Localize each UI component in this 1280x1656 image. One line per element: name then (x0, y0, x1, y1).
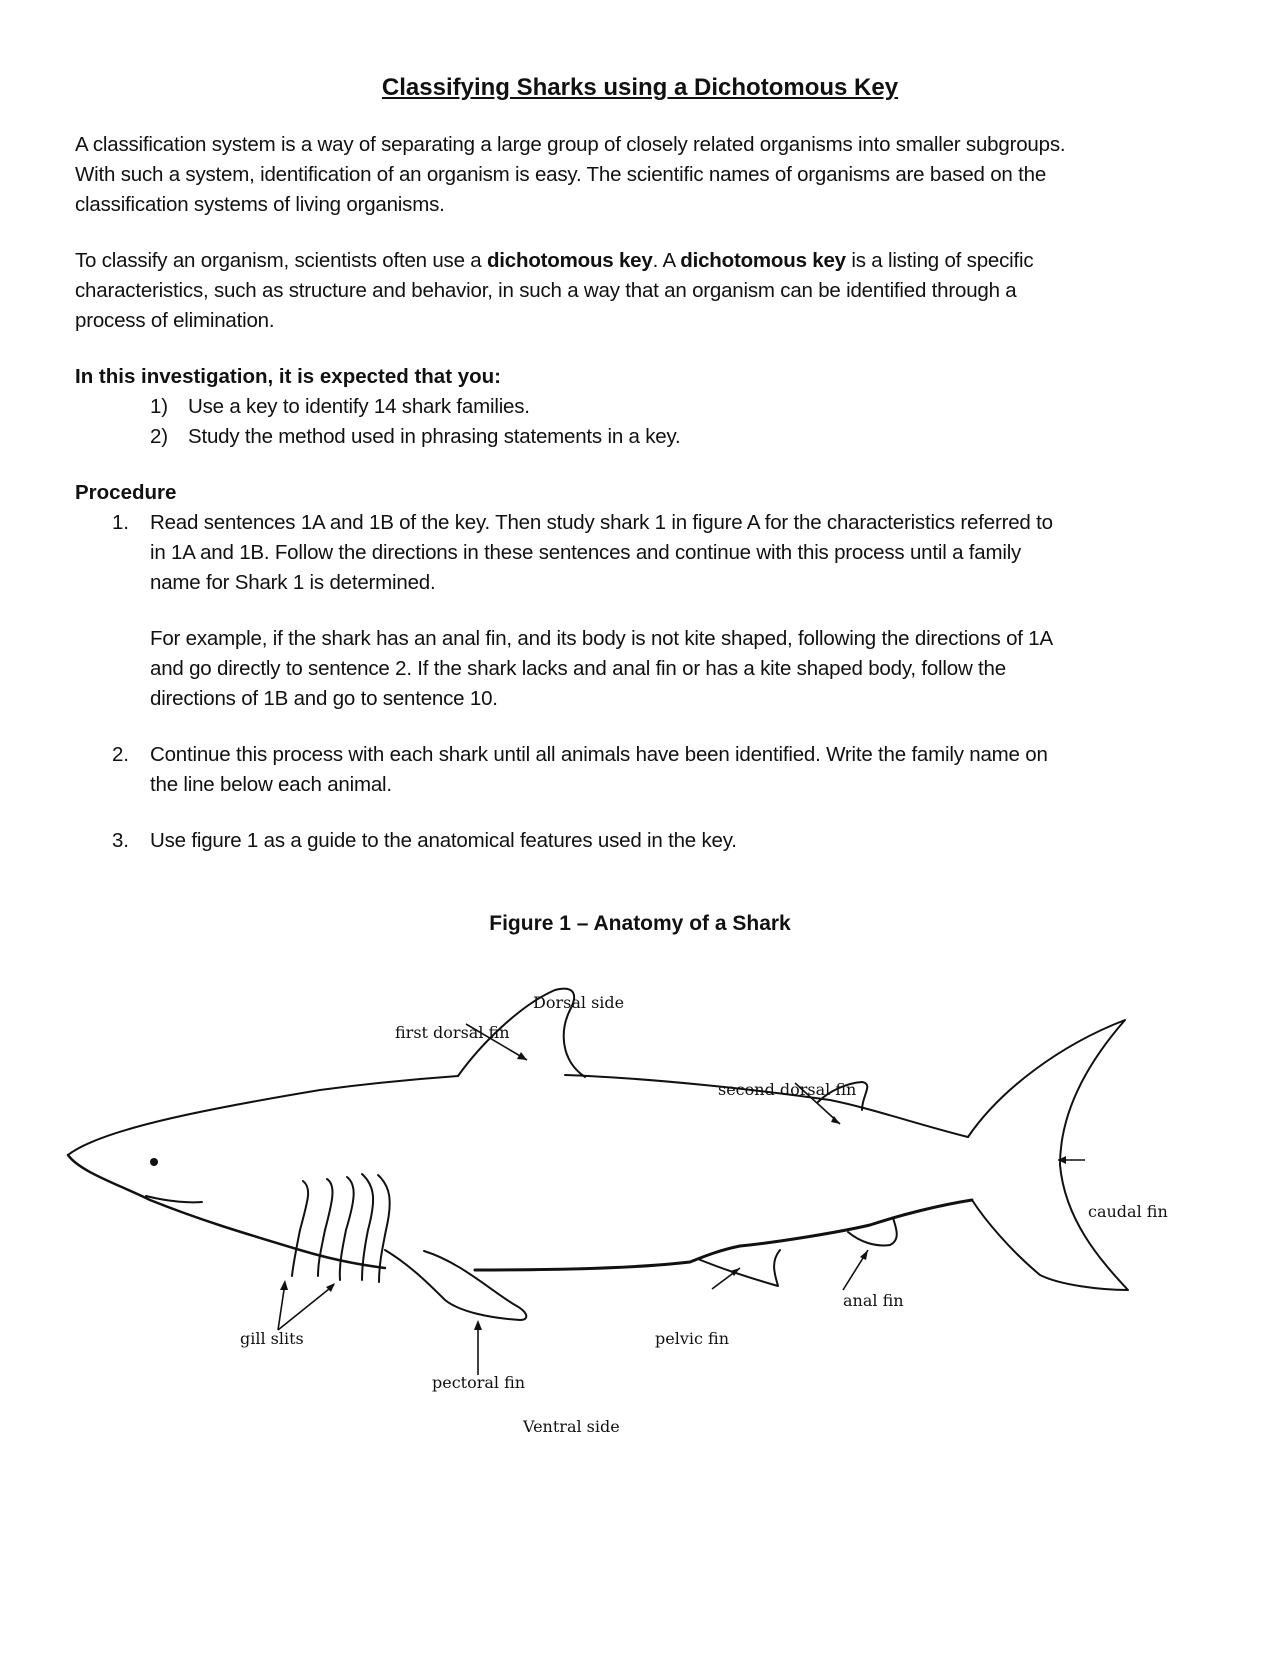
gill-leader-a (278, 1283, 285, 1330)
example-text: directions of 1B and go to sentence 10. (150, 687, 498, 710)
page-title: Classifying Sharks using a Dichotomous Key (381, 74, 899, 101)
step-number: 2. (112, 743, 129, 766)
pectoral-fin (385, 1250, 526, 1320)
shark-ventral-outline-rear (740, 1200, 972, 1246)
term-dichotomous-key: dichotomous key (680, 249, 846, 272)
anal-fin (848, 1218, 897, 1245)
label-gill-slits: gill slits (240, 1329, 304, 1348)
gill-slit (378, 1175, 390, 1282)
objective-number: 2) (150, 425, 168, 448)
step-text: the line below each animal. (150, 773, 392, 796)
step-number: 1. (112, 511, 129, 534)
gill-slit (340, 1177, 354, 1280)
definition-line: process of elimination. (75, 309, 275, 332)
procedure-heading: Procedure (75, 481, 177, 504)
definition-text: . A (652, 249, 681, 272)
definition-text: is a listing of specific (845, 249, 1034, 272)
shark-ventral-outline-front (68, 1155, 385, 1268)
label-ventral-side: Ventral side (523, 1417, 620, 1436)
eye-icon (150, 1158, 158, 1166)
intro-line: classification systems of living organisms. (75, 193, 445, 216)
step-text: Continue this process with each shark until all animals have been identified. Write the family name on (150, 743, 1048, 766)
step-text: Use figure 1 as a guide to the anatomical features used in the key. (150, 829, 737, 852)
label-pelvic-fin: pelvic fin (655, 1329, 730, 1348)
label-first-dorsal-fin: first dorsal fin (395, 1023, 510, 1042)
example-text: For example, if the shark has an anal fin, and its body is not kite shaped, following the directions of 1A (150, 627, 1053, 650)
caudal-fin-lower (972, 1165, 1128, 1290)
shark-dorsal-outline (68, 1076, 458, 1155)
arrowhead-icon (517, 1052, 527, 1060)
step-text: name for Shark 1 is determined. (150, 571, 436, 594)
label-pectoral-fin: pectoral fin (432, 1373, 526, 1392)
intro-line: A classification system is a way of separating a large group of closely related organisms into smaller subgroups. (75, 133, 1066, 156)
arrowhead-icon (280, 1280, 288, 1290)
label-caudal-fin: caudal fin (1088, 1202, 1168, 1221)
step-text: in 1A and 1B. Follow the directions in these sentences and continue with this process until a family (150, 541, 1022, 564)
step-number: 3. (112, 829, 129, 852)
definition-text: To classify an organism, scientists often use a (75, 249, 487, 272)
label-second-dorsal-fin: second dorsal fin (718, 1080, 857, 1099)
objective-text: Study the method used in phrasing statements in a key. (188, 425, 681, 448)
step-text: Read sentences 1A and 1B of the key. Then study shark 1 in figure A for the characteristics referred to (150, 511, 1053, 534)
caudal-fin-upper (968, 1020, 1125, 1165)
label-dorsal-side: Dorsal side (533, 993, 625, 1012)
term-dichotomous-key: dichotomous key (486, 249, 653, 272)
shark-ventral-outline-mid (475, 1246, 740, 1270)
arrowhead-icon (474, 1320, 482, 1330)
definition-line: characteristics, such as structure and behavior, in such a way that an organism can be identified through a (75, 279, 1017, 302)
label-anal-fin: anal fin (843, 1291, 904, 1310)
objectives-heading: In this investigation, it is expected that you: (75, 365, 502, 388)
gill-slit (362, 1174, 373, 1280)
objective-number: 1) (150, 395, 168, 418)
gill-slit (292, 1181, 308, 1276)
intro-line: With such a system, identification of an organism is easy. The scientific names of organisms are based on the (75, 163, 1047, 186)
example-text: and go directly to sentence 2. If the shark lacks and anal fin or has a kite shaped body, follow the (150, 657, 1006, 680)
objective-text: Use a key to identify 14 shark families. (188, 395, 530, 418)
gill-leader-b (278, 1285, 334, 1330)
gill-slit (318, 1179, 333, 1276)
arrowhead-icon (860, 1250, 868, 1260)
figure-title: Figure 1 – Anatomy of a Shark (489, 912, 791, 935)
